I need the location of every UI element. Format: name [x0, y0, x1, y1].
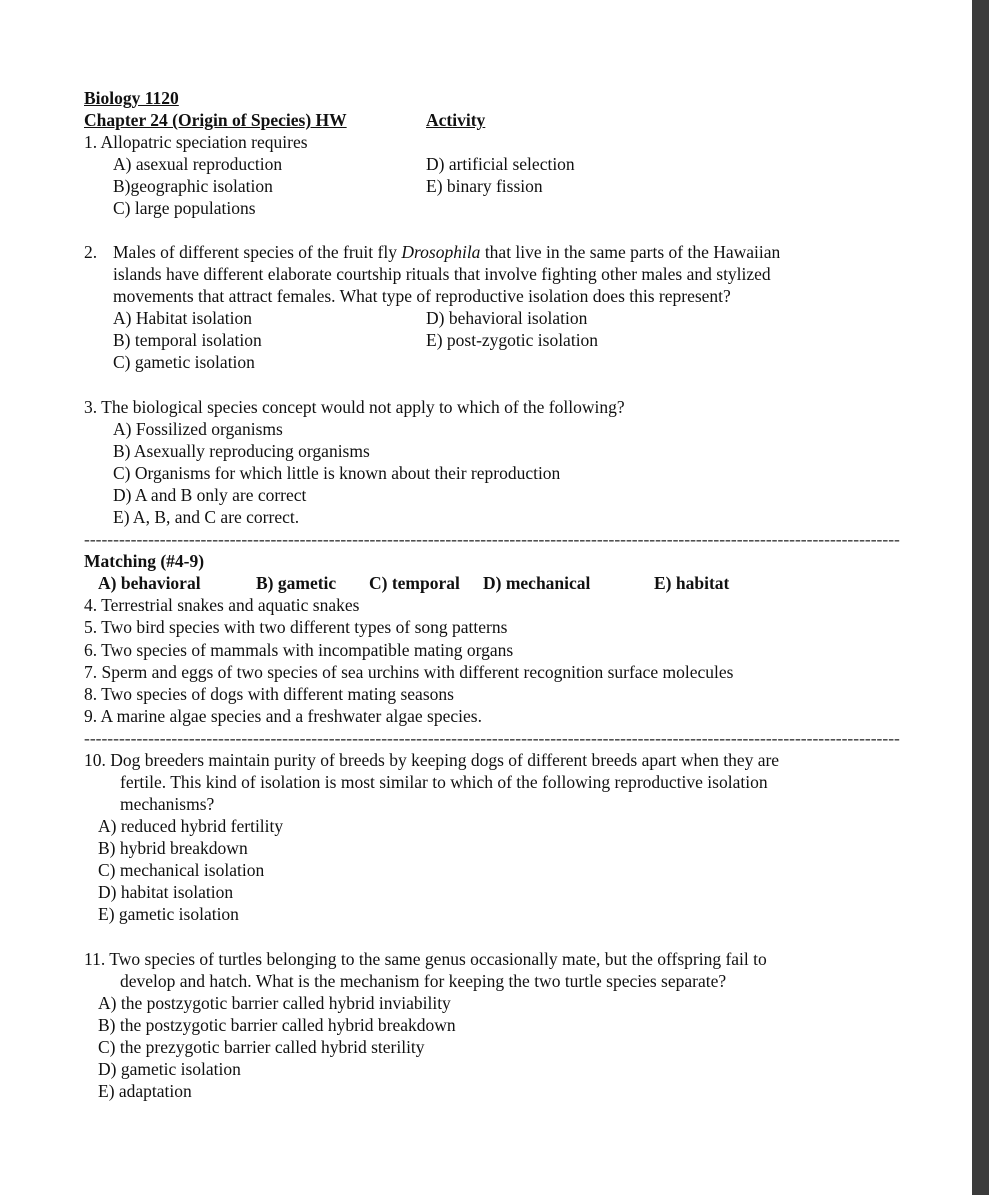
- matching-choice: A) behavioral: [98, 573, 201, 593]
- q2-option: B) temporal isolation: [113, 330, 262, 350]
- q2-option: D) behavioral isolation: [426, 308, 588, 328]
- q10-option: B) hybrid breakdown: [98, 838, 248, 858]
- q1-stem: 1. Allopatric speciation requires: [84, 132, 308, 152]
- matching-item: 5. Two bird species with two different types of song patterns: [84, 617, 508, 637]
- matching-item: 8. Two species of dogs with different mating seasons: [84, 684, 454, 704]
- q2-option: E) post-zygotic isolation: [426, 330, 599, 350]
- matching-item: 4. Terrestrial snakes and aquatic snakes: [84, 595, 360, 615]
- q11-option: E) adaptation: [98, 1081, 192, 1101]
- matching-item: 9. A marine algae species and a freshwater algae species.: [84, 706, 482, 726]
- matching-item: 6. Two species of mammals with incompatible mating organs: [84, 640, 514, 660]
- species-name: Drosophila: [401, 242, 481, 262]
- q10-line3: mechanisms?: [120, 794, 215, 814]
- q11-option: A) the postzygotic barrier called hybrid inviability: [98, 993, 451, 1013]
- matching-item: 7. Sperm and eggs of two species of sea urchins with different recognition surface molecules: [84, 662, 734, 682]
- matching-choice: B) gametic: [256, 573, 337, 593]
- q3-option: B) Asexually reproducing organisms: [113, 441, 370, 461]
- q1-option: D) artificial selection: [426, 154, 575, 174]
- q2-option: C) gametic isolation: [113, 352, 255, 372]
- dashed-separator: --------------------------------------------------------------------------------------------------------------------------------------------: [84, 728, 900, 748]
- dashed-separator: --------------------------------------------------------------------------------------------------------------------------------------------: [84, 529, 900, 549]
- activity-label: Activity: [426, 110, 486, 130]
- matching-choice: E) habitat: [654, 573, 730, 593]
- q2-line1: Males of different species of the fruit fly Drosophila that live in the same parts of the Hawaiian: [113, 242, 781, 262]
- q3-option: E) A, B, and C are correct.: [113, 507, 300, 527]
- q11-option: C) the prezygotic barrier called hybrid sterility: [98, 1037, 425, 1057]
- q11-line1: 11. Two species of turtles belonging to the same genus occasionally mate, but the offspring fail to: [84, 949, 767, 969]
- matching-choice: C) temporal: [369, 573, 460, 593]
- q10-option: E) gametic isolation: [98, 904, 239, 924]
- matching-choice: D) mechanical: [483, 573, 591, 593]
- q2-number: 2.: [84, 242, 98, 262]
- q1-option: E) binary fission: [426, 176, 543, 196]
- q1-option: B)geographic isolation: [113, 176, 273, 196]
- q11-option: D) gametic isolation: [98, 1059, 241, 1079]
- q1-option: A) asexual reproduction: [113, 154, 283, 174]
- q10-option: A) reduced hybrid fertility: [98, 816, 284, 836]
- q2-line3: movements that attract females. What type of reproductive isolation does this represent?: [113, 286, 731, 306]
- q3-option: D) A and B only are correct: [113, 485, 307, 505]
- q3-stem: 3. The biological species concept would not apply to which of the following?: [84, 397, 625, 417]
- q10-option: D) habitat isolation: [98, 882, 234, 902]
- q1-option: C) large populations: [113, 198, 256, 218]
- q2-option: A) Habitat isolation: [113, 308, 253, 328]
- q2-line2: islands have different elaborate courtship rituals that involve fighting other males and stylized: [113, 264, 771, 284]
- chapter-title: Chapter 24 (Origin of Species) HW: [84, 110, 347, 130]
- q10-option: C) mechanical isolation: [98, 860, 265, 880]
- q10-line2: fertile. This kind of isolation is most similar to which of the following reproductive isolation: [120, 772, 768, 792]
- q3-option: C) Organisms for which little is known about their reproduction: [113, 463, 561, 483]
- q11-option: B) the postzygotic barrier called hybrid breakdown: [98, 1015, 456, 1035]
- course-title: Biology 1120: [84, 88, 179, 108]
- q10-line1: 10. Dog breeders maintain purity of breeds by keeping dogs of different breeds apart when they are: [84, 750, 780, 770]
- scrollbar-edge: [972, 0, 989, 1195]
- q11-line2: develop and hatch. What is the mechanism for keeping the two turtle species separate?: [120, 971, 727, 991]
- q3-option: A) Fossilized organisms: [113, 419, 283, 439]
- matching-title: Matching (#4-9): [84, 551, 205, 571]
